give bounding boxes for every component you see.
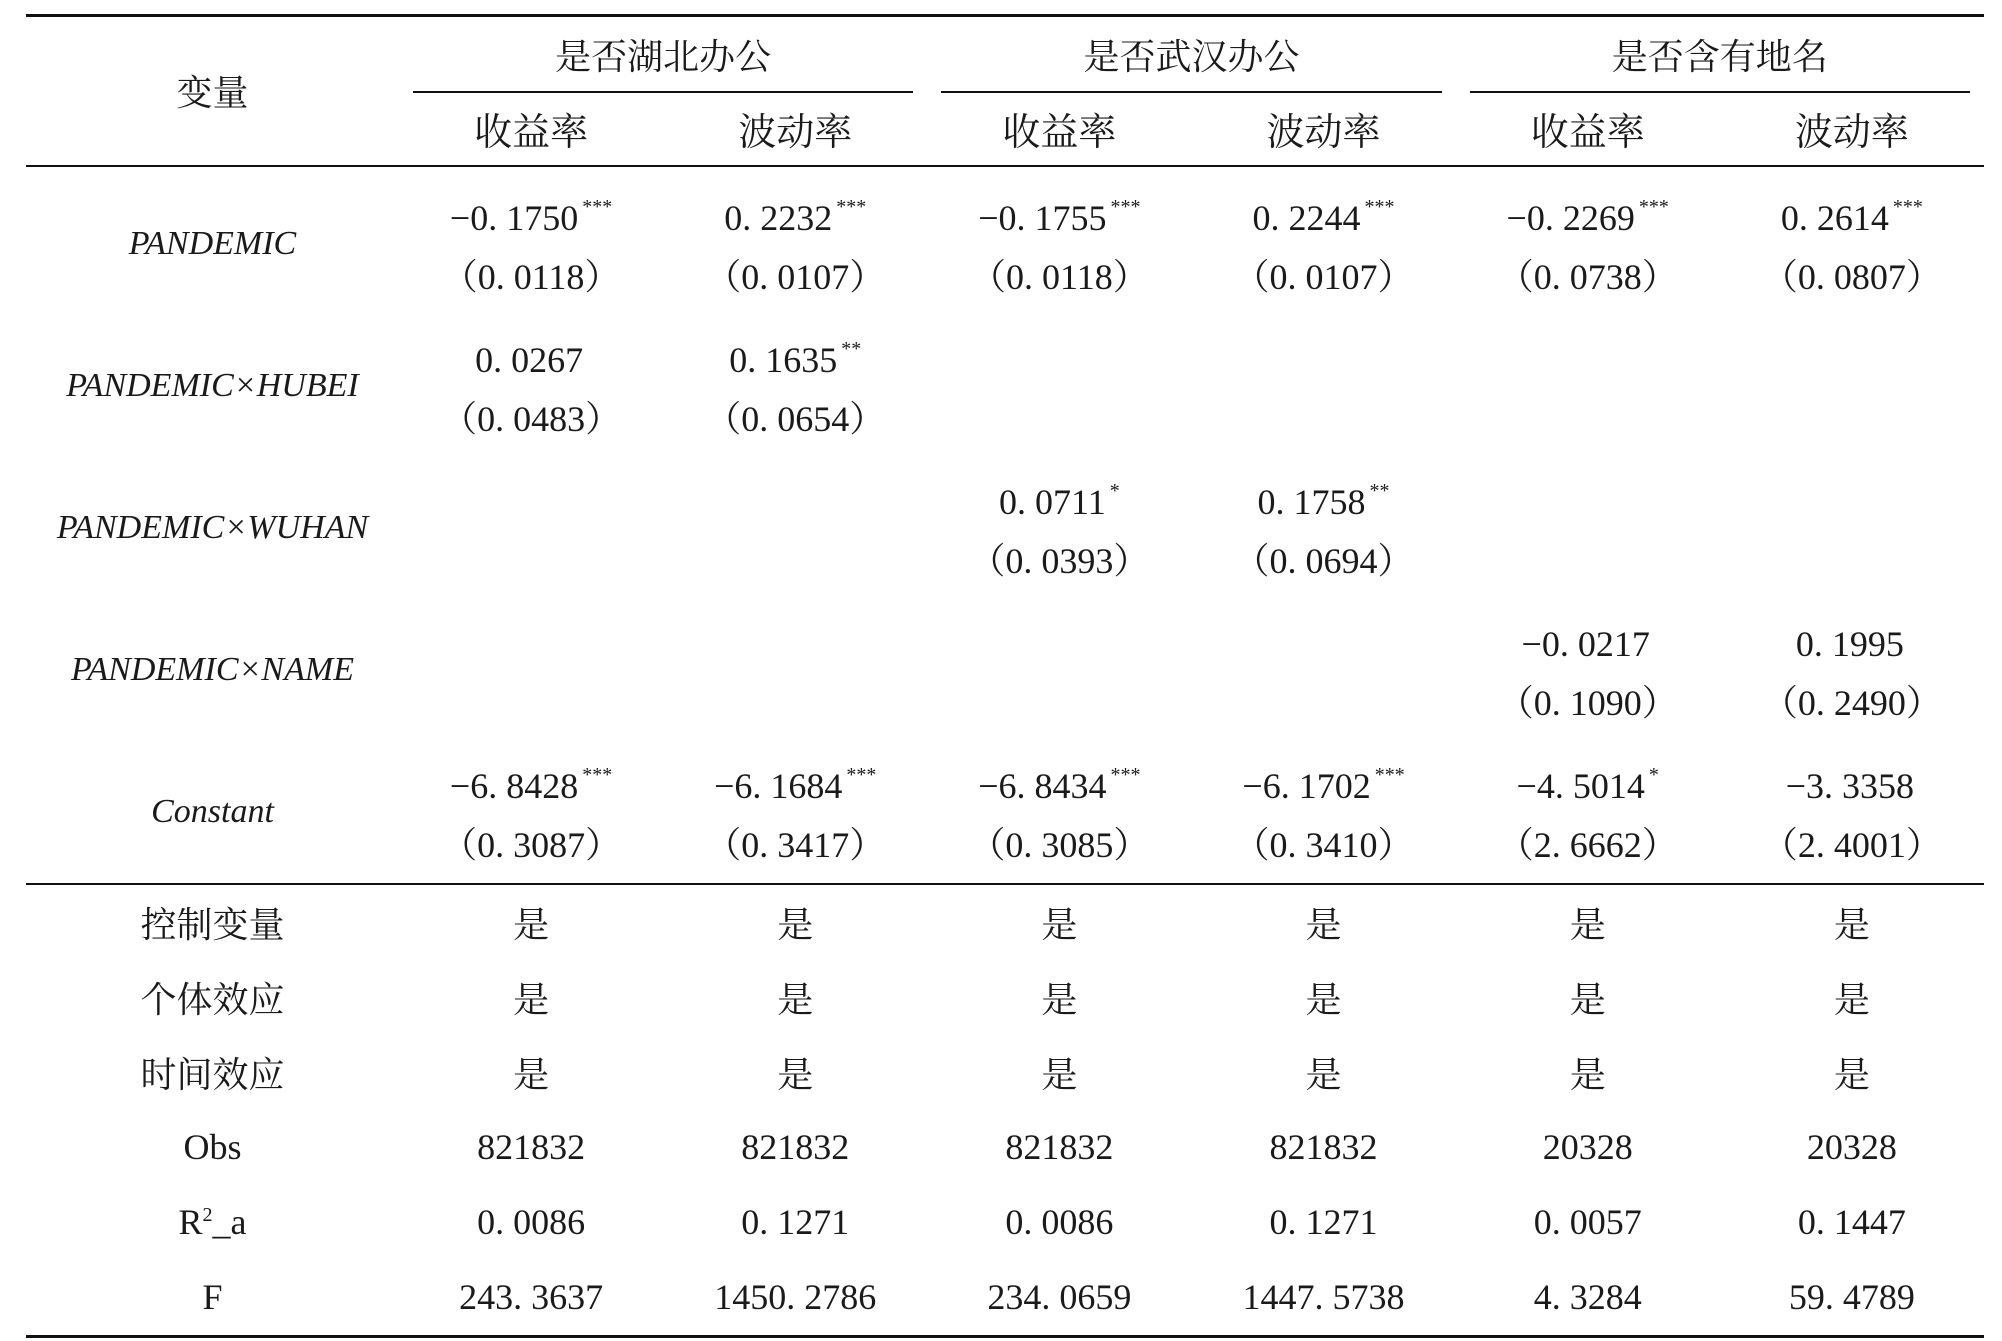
- coefficient-value-line: [399, 636, 663, 703]
- coefficient-cell: [927, 741, 1191, 884]
- standard-error: （2. 6662）: [1497, 825, 1678, 865]
- coefficient-cell: [1720, 741, 1984, 884]
- coefficient-value: 0. 1758: [1257, 482, 1366, 522]
- variable-name: PANDEMIC×WUHAN: [56, 508, 369, 546]
- coefficient-value: −0. 0217: [1521, 624, 1650, 664]
- statistic-value: 234. 0659: [987, 1277, 1132, 1317]
- statistic-name: [26, 960, 399, 1035]
- significance-stars: ***: [582, 196, 613, 218]
- coefficient-cell: [1456, 457, 1720, 599]
- statistic-value: 是: [513, 979, 550, 1021]
- coefficient-value-line: [663, 323, 927, 390]
- coefficient-value: −0. 2269: [1506, 198, 1635, 238]
- statistic-value: 821832: [1005, 1127, 1114, 1167]
- coefficient-value-line: [927, 749, 1191, 816]
- significance-stars: ***: [1374, 764, 1405, 786]
- coefficient-value: −0. 1750: [449, 198, 579, 238]
- sub-header-return: 收益率: [1530, 109, 1645, 154]
- statistic-value: 243. 3637: [459, 1277, 604, 1317]
- standard-error: （0. 3410）: [1233, 825, 1414, 865]
- coefficient-cell: [399, 741, 663, 884]
- statistic-value: 是: [1305, 979, 1342, 1021]
- coefficient-value-line: [663, 494, 927, 561]
- standard-error: （0. 0393）: [969, 541, 1150, 581]
- regression-table: [26, 14, 1984, 1338]
- coefficient-value-line: [927, 465, 1191, 532]
- variable-name: PANDEMIC×NAME: [71, 650, 354, 688]
- coefficient-value-line: [1720, 749, 1984, 816]
- standard-error: （0. 0118）: [970, 257, 1149, 297]
- sub-header-return: 收益率: [1002, 109, 1117, 154]
- coefficient-value: 0. 0267: [475, 340, 584, 380]
- coefficient-value: 0. 1995: [1795, 624, 1904, 664]
- coefficient-value: 0. 0711: [999, 482, 1106, 522]
- statistic-row: [26, 1185, 1984, 1260]
- statistic-value: 821832: [741, 1127, 850, 1167]
- standard-error: （0. 3087）: [441, 825, 622, 865]
- significance-stars: *: [1109, 480, 1120, 502]
- coefficient-cell: [1191, 741, 1455, 884]
- coefficient-cell: [399, 166, 663, 315]
- standard-error: （0. 0118）: [441, 257, 621, 297]
- coefficient-value-line: [1191, 465, 1455, 532]
- coefficient-value-line: [399, 181, 663, 248]
- coefficient-value: −6. 1702: [1242, 766, 1371, 806]
- coefficient-value: −0. 1755: [978, 198, 1107, 238]
- statistic-name-text: F: [202, 1277, 223, 1317]
- statistic-value: 59. 4789: [1788, 1277, 1915, 1317]
- coefficient-value-line: [1191, 636, 1455, 703]
- coefficient-cell: [663, 599, 927, 741]
- standard-error: （0. 1090）: [1497, 683, 1678, 723]
- statistic-row: [26, 1035, 1984, 1110]
- coefficient-value: 0. 2614: [1780, 198, 1889, 238]
- standard-error: （2. 4001）: [1761, 825, 1942, 865]
- coefficient-cell: [663, 741, 927, 884]
- significance-stars: ***: [1110, 764, 1141, 786]
- statistic-value: 是: [777, 904, 814, 946]
- coefficient-cell: [927, 315, 1191, 457]
- standard-error: （0. 0483）: [441, 399, 622, 439]
- statistic-value: 是: [1569, 1054, 1606, 1096]
- significance-stars: ***: [846, 764, 877, 786]
- coefficient-value-line: [927, 636, 1191, 703]
- coefficient-value: −4. 5014: [1516, 766, 1645, 806]
- coefficient-value-line: [1720, 352, 1984, 419]
- sub-header-volatility: 波动率: [738, 109, 853, 154]
- statistic-name: [26, 884, 399, 960]
- coefficient-value-line: [1720, 181, 1984, 248]
- statistic-value: 0. 1271: [1269, 1202, 1378, 1242]
- statistic-row: [26, 884, 1984, 960]
- significance-stars: ***: [1364, 196, 1395, 218]
- coefficient-value-line: [927, 352, 1191, 419]
- significance-stars: **: [1369, 480, 1390, 502]
- coefficient-cell: [663, 166, 927, 315]
- statistic-value: 是: [1569, 979, 1606, 1021]
- statistic-value: 是: [513, 1054, 550, 1096]
- statistic-value: 是: [1041, 904, 1078, 946]
- statistic-value: 是: [1305, 904, 1342, 946]
- statistic-name: [26, 1035, 399, 1110]
- variable-header: 变量: [176, 73, 249, 115]
- variable-name: Constant: [151, 792, 274, 830]
- coefficient-value-line: [927, 181, 1191, 248]
- coefficient-row: [26, 599, 1984, 741]
- coefficient-value-line: [1456, 494, 1720, 561]
- statistic-value: 20328: [1806, 1127, 1897, 1167]
- statistic-value: 821832: [477, 1127, 586, 1167]
- statistic-name-text: 控制变量: [140, 904, 285, 946]
- coefficient-row: [26, 166, 1984, 315]
- standard-error: （0. 0107）: [1233, 257, 1414, 297]
- statistic-name: [26, 1110, 399, 1185]
- group-header-row: [26, 16, 1984, 92]
- standard-error: （0. 0807）: [1761, 257, 1942, 297]
- coefficient-cell: [399, 599, 663, 741]
- statistic-value: 是: [777, 1054, 814, 1096]
- statistic-value: 1447. 5738: [1242, 1277, 1405, 1317]
- coefficient-value: −3. 3358: [1785, 766, 1915, 806]
- significance-stars: **: [841, 338, 862, 360]
- coefficient-value: 0. 2232: [724, 198, 833, 238]
- coefficient-value-line: [399, 323, 663, 390]
- statistic-value: 0. 0086: [1005, 1202, 1114, 1242]
- coefficient-value-line: [1456, 352, 1720, 419]
- coefficient-value: 0. 1635: [729, 340, 838, 380]
- coefficient-value-line: [1720, 607, 1984, 674]
- coefficient-cell: [927, 599, 1191, 741]
- statistic-name: [26, 1185, 399, 1260]
- statistic-row: [26, 1260, 1984, 1337]
- statistic-value: 是: [1305, 1054, 1342, 1096]
- coefficient-value-line: [399, 494, 663, 561]
- coefficient-value: −6. 8434: [978, 766, 1107, 806]
- statistic-row: [26, 960, 1984, 1035]
- coefficient-cell: [399, 315, 663, 457]
- statistic-name-superscript: 2: [202, 1204, 213, 1226]
- significance-stars: ***: [1892, 196, 1923, 218]
- significance-stars: ***: [1638, 196, 1669, 218]
- coefficient-cell: [1191, 457, 1455, 599]
- statistic-value: 是: [513, 904, 550, 946]
- coefficient-cell: [1191, 166, 1455, 315]
- regression-table-container: [26, 14, 1984, 1338]
- coefficient-value-line: [1191, 181, 1455, 248]
- coefficient-cell: [399, 457, 663, 599]
- statistic-value: 是: [1833, 1054, 1870, 1096]
- statistic-value: 0. 0057: [1533, 1202, 1642, 1242]
- significance-stars: ***: [1110, 196, 1141, 218]
- group-header-place-name: 是否含有地名: [1456, 16, 1984, 92]
- coefficient-value-line: [399, 749, 663, 816]
- coefficient-cell: [1456, 315, 1720, 457]
- statistic-name-suffix: _a: [212, 1202, 247, 1242]
- group-header-wuhan: 是否武汉办公: [927, 16, 1455, 92]
- statistic-value: 是: [1041, 1054, 1078, 1096]
- coefficient-cell: [927, 457, 1191, 599]
- coefficient-cell: [1191, 599, 1455, 741]
- variable-name: PANDEMIC: [128, 224, 297, 262]
- standard-error: （0. 0654）: [705, 399, 886, 439]
- statistic-value: 4. 3284: [1533, 1277, 1642, 1317]
- statistic-row: [26, 1110, 1984, 1185]
- coefficient-cell: [1456, 741, 1720, 884]
- standard-error: （0. 3085）: [969, 825, 1150, 865]
- statistic-value: 20328: [1542, 1127, 1633, 1167]
- coefficient-cell: [927, 166, 1191, 315]
- statistic-value: 是: [777, 979, 814, 1021]
- coefficient-value-line: [663, 181, 927, 248]
- coefficient-value-line: [1456, 607, 1720, 674]
- coefficient-cell: [1720, 457, 1984, 599]
- coefficient-value-line: [663, 749, 927, 816]
- group-header-hubei: 是否湖北办公: [399, 16, 927, 92]
- variable-name: PANDEMIC×HUBEI: [66, 366, 359, 404]
- coefficient-value-line: [663, 636, 927, 703]
- statistic-name-text: R: [178, 1202, 203, 1242]
- coefficient-row: [26, 741, 1984, 884]
- coefficient-value-line: [1191, 749, 1455, 816]
- statistic-value: 是: [1833, 904, 1870, 946]
- coefficient-row: [26, 457, 1984, 599]
- sub-header-return: 收益率: [474, 109, 589, 154]
- coefficient-value-line: [1456, 181, 1720, 248]
- significance-stars: *: [1648, 764, 1659, 786]
- coefficient-row: [26, 315, 1984, 457]
- statistic-value: 是: [1833, 979, 1870, 1021]
- statistic-value: 是: [1569, 904, 1606, 946]
- standard-error: （0. 0107）: [705, 257, 886, 297]
- coefficient-cell: [1720, 599, 1984, 741]
- coefficient-value-line: [1456, 749, 1720, 816]
- statistic-name-text: 个体效应: [140, 979, 285, 1021]
- statistic-value: 0. 1447: [1797, 1202, 1906, 1242]
- coefficient-cell: [663, 457, 927, 599]
- standard-error: （0. 0738）: [1497, 257, 1678, 297]
- coefficient-value: −6. 1684: [714, 766, 843, 806]
- statistic-value: 是: [1041, 979, 1078, 1021]
- coefficient-cell: [1456, 166, 1720, 315]
- coefficient-value: 0. 2244: [1252, 198, 1361, 238]
- statistic-name-text: 时间效应: [140, 1054, 285, 1096]
- statistic-name: [26, 1260, 399, 1337]
- coefficient-value: −6. 8428: [449, 766, 579, 806]
- standard-error: （0. 0694）: [1233, 541, 1414, 581]
- sub-header-volatility: 波动率: [1266, 109, 1381, 154]
- coefficient-value-line: [1191, 352, 1455, 419]
- coefficient-cell: [1720, 315, 1984, 457]
- significance-stars: ***: [836, 196, 867, 218]
- statistic-value: 1450. 2786: [714, 1277, 877, 1317]
- statistic-value: 821832: [1269, 1127, 1378, 1167]
- standard-error: （0. 3417）: [705, 825, 886, 865]
- coefficient-cell: [1456, 599, 1720, 741]
- coefficient-cell: [1720, 166, 1984, 315]
- sub-header-volatility: 波动率: [1794, 109, 1909, 154]
- significance-stars: ***: [582, 764, 613, 786]
- statistic-name-text: Obs: [183, 1127, 242, 1167]
- statistic-value: 0. 1271: [741, 1202, 850, 1242]
- statistic-value: 0. 0086: [477, 1202, 586, 1242]
- standard-error: （0. 2490）: [1761, 683, 1942, 723]
- coefficient-cell: [663, 315, 927, 457]
- coefficient-value-line: [1720, 494, 1984, 561]
- coefficient-cell: [1191, 315, 1455, 457]
